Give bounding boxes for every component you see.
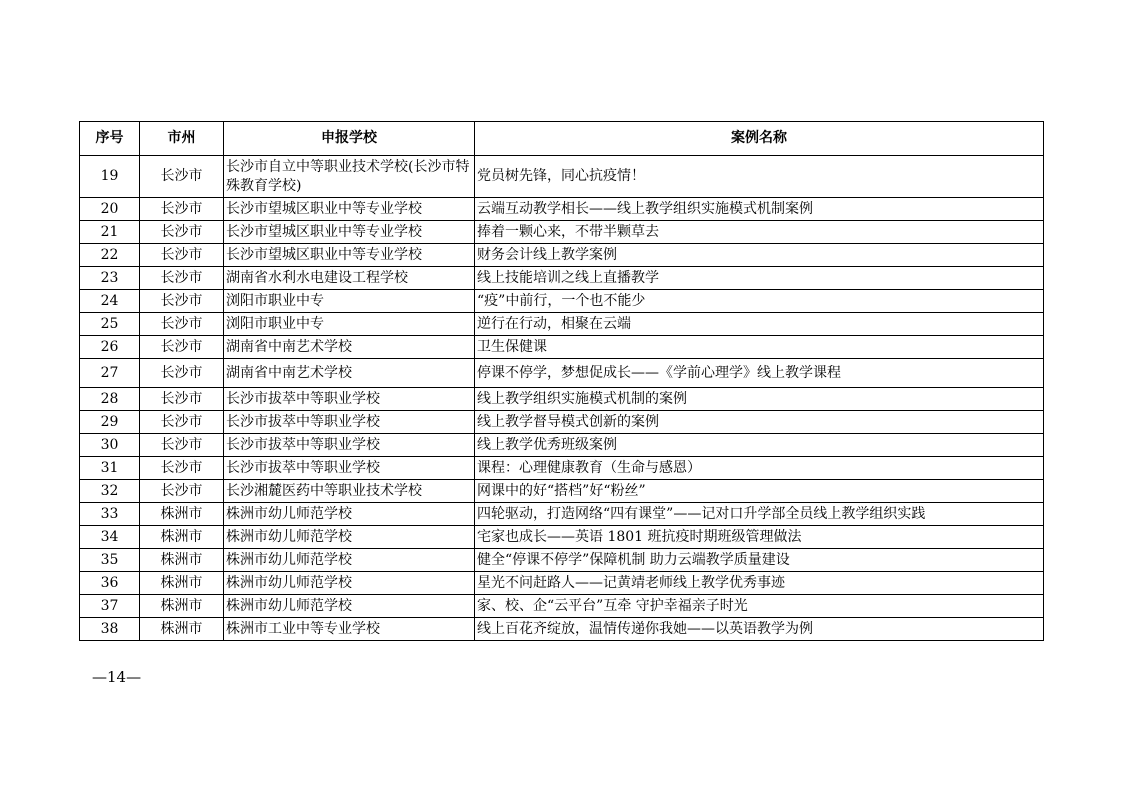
cell-case: “疫”中前行，一个也不能少 <box>475 290 1044 313</box>
table-row <box>80 457 1044 480</box>
cell-school: 株洲市工业中等专业学校 <box>224 618 475 641</box>
cell-city: 株洲市 <box>140 526 224 549</box>
table-row <box>80 221 1044 244</box>
cell-school: 长沙市拔萃中等职业学校 <box>224 434 475 457</box>
cell-case: 云端互动教学相长——线上教学组织实施模式机制案例 <box>475 198 1044 221</box>
header-case: 案例名称 <box>475 122 1044 156</box>
cell-school: 湖南省水利水电建设工程学校 <box>224 267 475 290</box>
cell-city: 株洲市 <box>140 549 224 572</box>
header-seq: 序号 <box>80 122 140 156</box>
page-number: —14— <box>92 668 142 686</box>
header-city: 市州 <box>140 122 224 156</box>
cell-seq: 31 <box>80 457 140 480</box>
table-body <box>80 156 1044 641</box>
cell-city: 长沙市 <box>140 156 224 198</box>
table-row <box>80 313 1044 336</box>
table-row <box>80 267 1044 290</box>
cell-city: 长沙市 <box>140 388 224 411</box>
cell-city: 长沙市 <box>140 336 224 359</box>
cell-seq: 37 <box>80 595 140 618</box>
table-row <box>80 526 1044 549</box>
cell-school: 湖南省中南艺术学校 <box>224 359 475 388</box>
cell-seq: 25 <box>80 313 140 336</box>
cell-case: 财务会计线上教学案例 <box>475 244 1044 267</box>
cell-school: 湖南省中南艺术学校 <box>224 336 475 359</box>
cell-school: 长沙市望城区职业中等专业学校 <box>224 198 475 221</box>
cell-school: 株洲市幼儿师范学校 <box>224 572 475 595</box>
cell-case: 四轮驱动，打造网络“四有课堂”——记对口升学部全员线上教学组织实践 <box>475 503 1044 526</box>
cell-seq: 30 <box>80 434 140 457</box>
table-row <box>80 156 1044 198</box>
table-row <box>80 503 1044 526</box>
cell-seq: 22 <box>80 244 140 267</box>
cell-city: 株洲市 <box>140 572 224 595</box>
cell-city: 长沙市 <box>140 411 224 434</box>
cell-city: 长沙市 <box>140 221 224 244</box>
cell-school: 浏阳市职业中专 <box>224 313 475 336</box>
cell-seq: 21 <box>80 221 140 244</box>
cell-case: 停课不停学，梦想促成长——《学前心理学》线上教学课程 <box>475 359 1044 388</box>
cell-case: 线上教学优秀班级案例 <box>475 434 1044 457</box>
table-row <box>80 618 1044 641</box>
cell-school: 长沙市望城区职业中等专业学校 <box>224 221 475 244</box>
cell-seq: 34 <box>80 526 140 549</box>
cell-school: 长沙市自立中等职业技术学校(长沙市特殊教育学校) <box>224 156 475 198</box>
cell-school: 株洲市幼儿师范学校 <box>224 503 475 526</box>
cell-seq: 28 <box>80 388 140 411</box>
table-row <box>80 359 1044 388</box>
table-row <box>80 549 1044 572</box>
cell-city: 株洲市 <box>140 595 224 618</box>
cell-seq: 35 <box>80 549 140 572</box>
table-row <box>80 336 1044 359</box>
cell-school: 长沙市望城区职业中等专业学校 <box>224 244 475 267</box>
cell-case: 健全“停课不停学”保障机制 助力云端教学质量建设 <box>475 549 1044 572</box>
cell-case: 线上教学督导模式创新的案例 <box>475 411 1044 434</box>
cell-case: 线上教学组织实施模式机制的案例 <box>475 388 1044 411</box>
cell-city: 株洲市 <box>140 503 224 526</box>
table-header-row <box>80 122 1044 156</box>
cell-school: 浏阳市职业中专 <box>224 290 475 313</box>
cell-city: 长沙市 <box>140 434 224 457</box>
cell-seq: 36 <box>80 572 140 595</box>
table-row <box>80 595 1044 618</box>
cell-seq: 23 <box>80 267 140 290</box>
cell-case: 宅家也成长——英语 1801 班抗疫时期班级管理做法 <box>475 526 1044 549</box>
cell-seq: 27 <box>80 359 140 388</box>
cell-case: 线上技能培训之线上直播教学 <box>475 267 1044 290</box>
cell-seq: 33 <box>80 503 140 526</box>
cell-city: 长沙市 <box>140 244 224 267</box>
cell-seq: 38 <box>80 618 140 641</box>
table-row <box>80 480 1044 503</box>
table-row <box>80 411 1044 434</box>
cell-seq: 19 <box>80 156 140 198</box>
cell-case: 课程：心理健康教育（生命与感恩） <box>475 457 1044 480</box>
cell-city: 长沙市 <box>140 480 224 503</box>
table-row <box>80 198 1044 221</box>
cell-school: 长沙湘麓医药中等职业技术学校 <box>224 480 475 503</box>
cell-school: 株洲市幼儿师范学校 <box>224 595 475 618</box>
cell-school: 长沙市拔萃中等职业学校 <box>224 388 475 411</box>
case-table <box>79 121 1044 641</box>
cell-city: 株洲市 <box>140 618 224 641</box>
cell-city: 长沙市 <box>140 313 224 336</box>
cell-case: 星光不问赶路人——记黄靖老师线上教学优秀事迹 <box>475 572 1044 595</box>
cell-case: 捧着一颗心来，不带半颗草去 <box>475 221 1044 244</box>
cell-city: 长沙市 <box>140 457 224 480</box>
cell-city: 长沙市 <box>140 290 224 313</box>
cell-school: 株洲市幼儿师范学校 <box>224 526 475 549</box>
cell-seq: 29 <box>80 411 140 434</box>
table-row <box>80 572 1044 595</box>
cell-case: 家、校、企“云平台”互牵 守护幸福亲子时光 <box>475 595 1044 618</box>
cell-case: 线上百花齐绽放，温情传递你我她——以英语教学为例 <box>475 618 1044 641</box>
cell-school: 株洲市幼儿师范学校 <box>224 549 475 572</box>
cell-case: 逆行在行动，相聚在云端 <box>475 313 1044 336</box>
cell-seq: 32 <box>80 480 140 503</box>
table-row <box>80 244 1044 267</box>
table-row <box>80 434 1044 457</box>
cell-school: 长沙市拔萃中等职业学校 <box>224 457 475 480</box>
cell-city: 长沙市 <box>140 359 224 388</box>
cell-city: 长沙市 <box>140 198 224 221</box>
cell-seq: 20 <box>80 198 140 221</box>
cell-case: 卫生保健课 <box>475 336 1044 359</box>
cell-case: 党员树先锋，同心抗疫情！ <box>475 156 1044 198</box>
cell-seq: 26 <box>80 336 140 359</box>
cell-seq: 24 <box>80 290 140 313</box>
table-row <box>80 290 1044 313</box>
table-row <box>80 388 1044 411</box>
cell-case: 网课中的好“搭档”好“粉丝” <box>475 480 1044 503</box>
cell-school: 长沙市拔萃中等职业学校 <box>224 411 475 434</box>
header-school: 申报学校 <box>224 122 475 156</box>
cell-city: 长沙市 <box>140 267 224 290</box>
